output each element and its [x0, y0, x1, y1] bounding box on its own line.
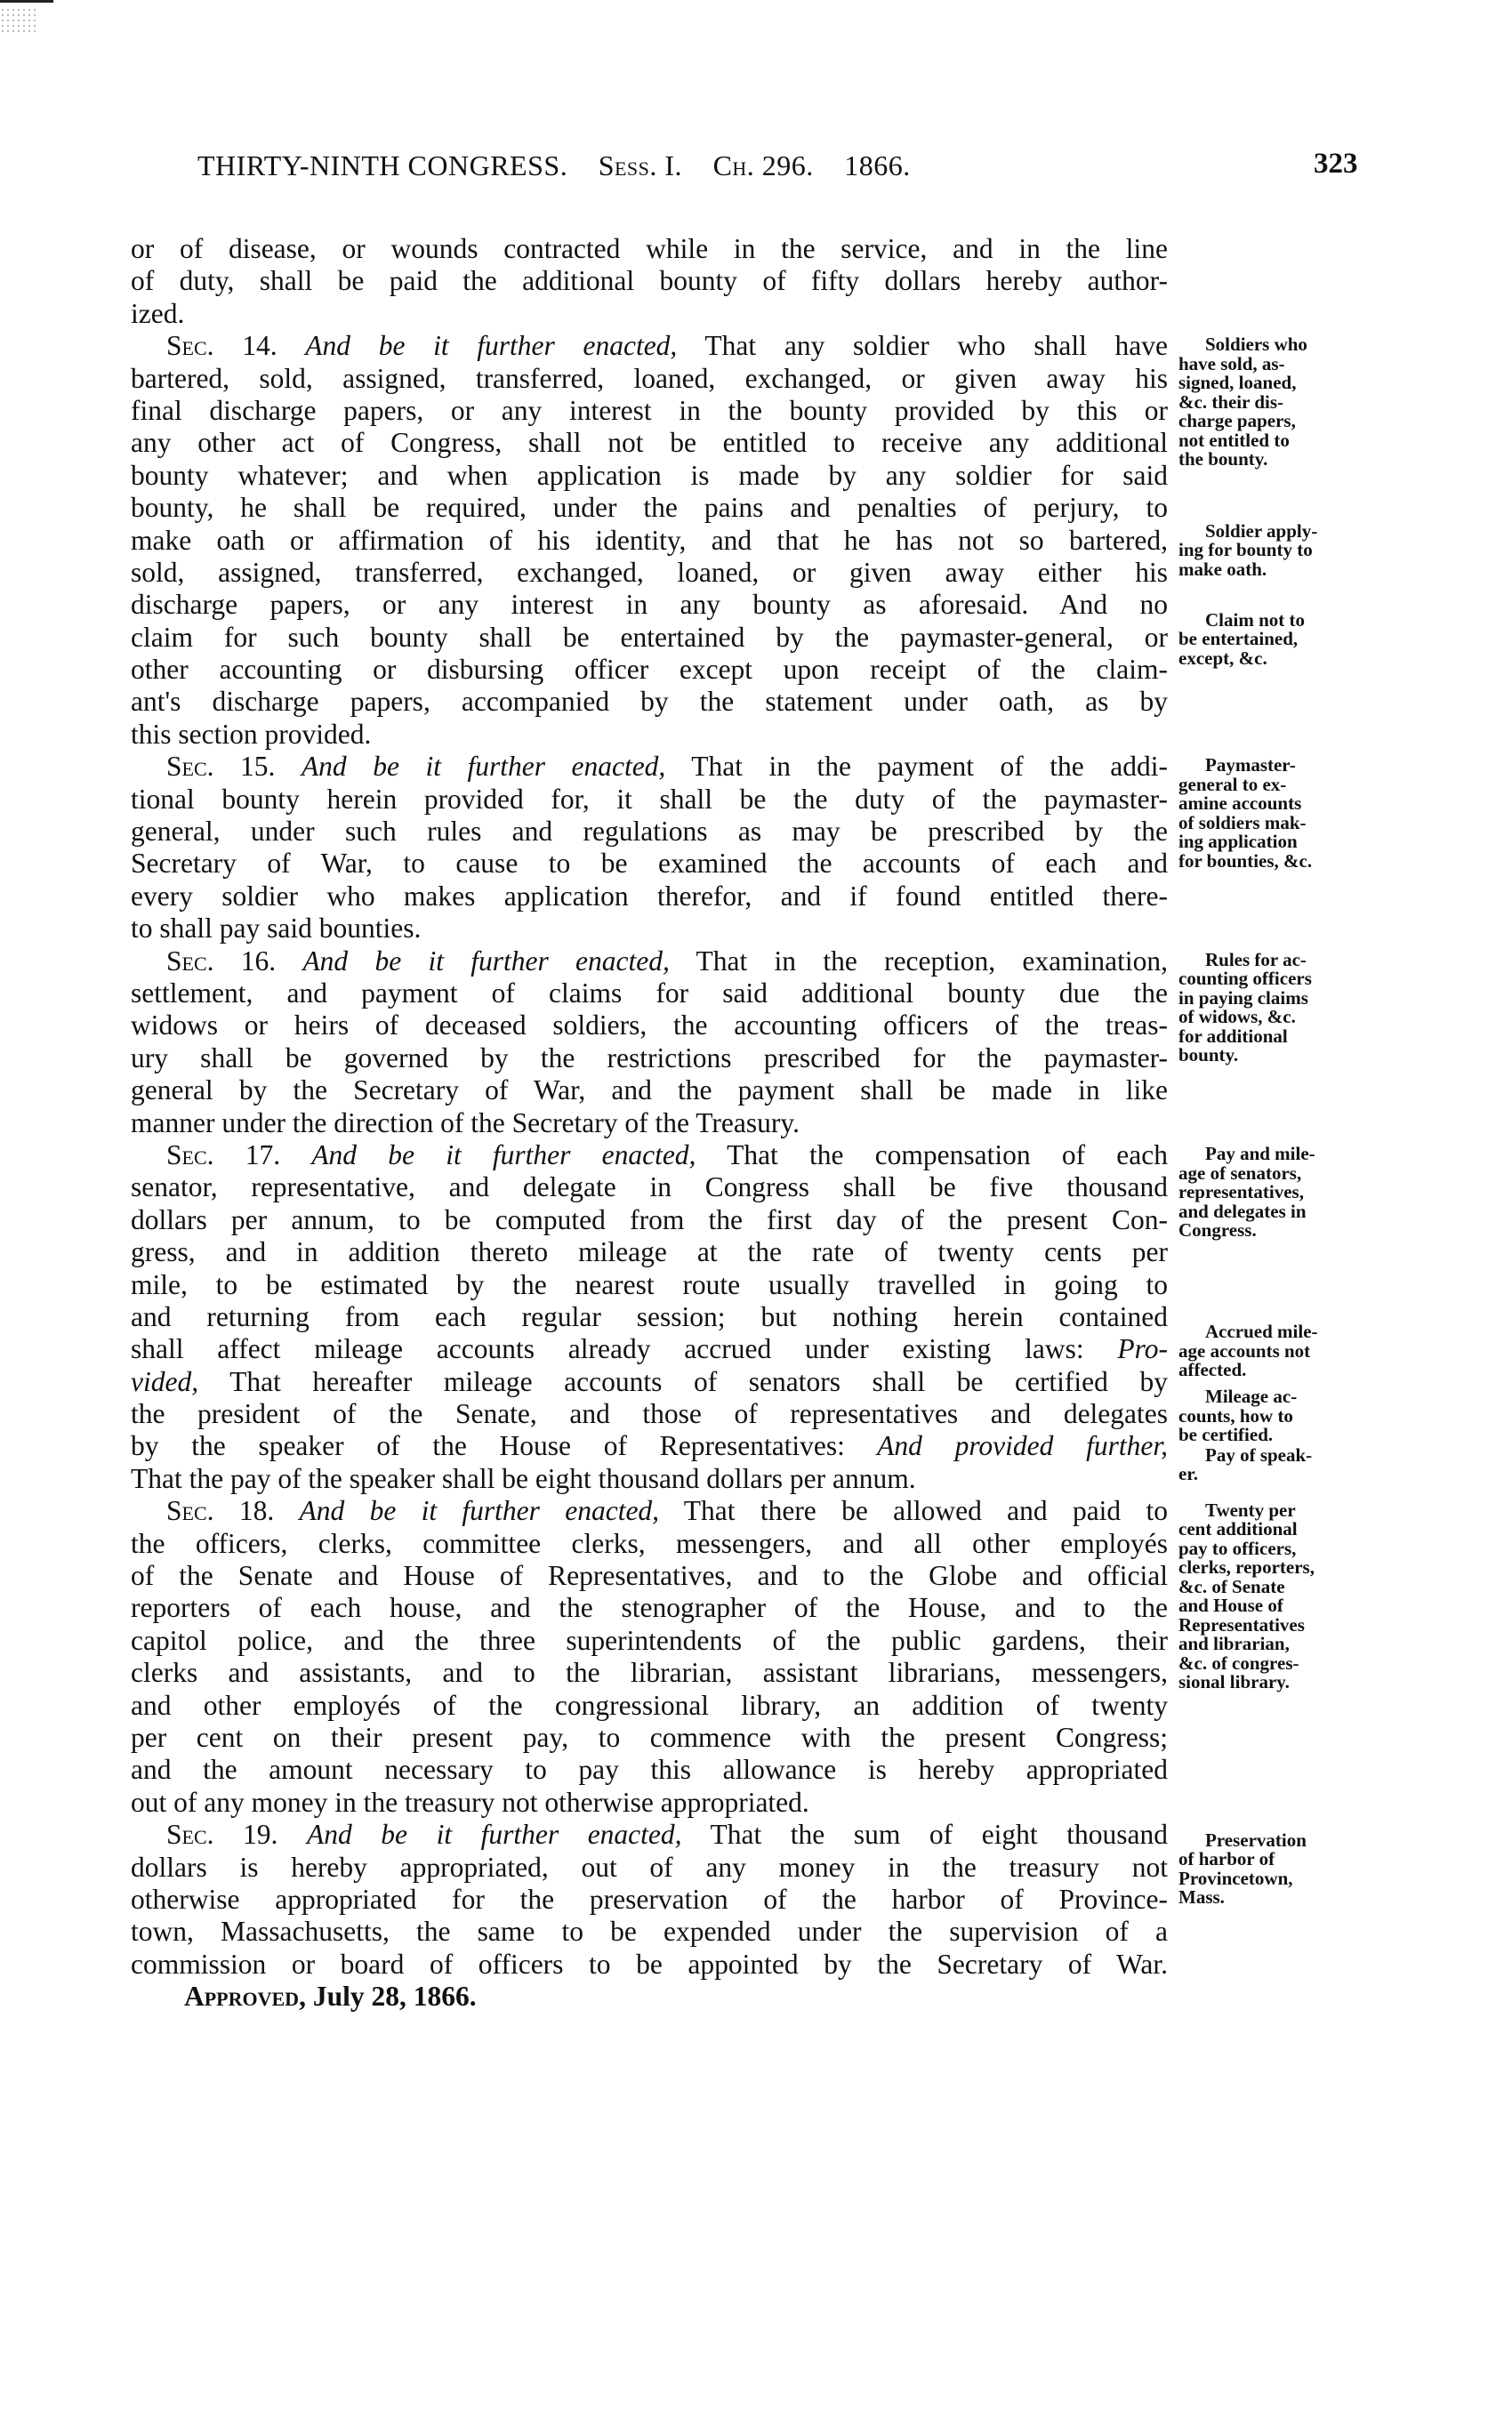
- body-line: [131, 1074, 1168, 1106]
- section-number: Sec. 18.: [166, 1495, 275, 1527]
- line-text: this section provided.: [131, 718, 372, 750]
- line-text: and returning from each regular session; but nothing herein contained: [131, 1300, 1168, 1332]
- margin-note-line: &c. of congres-: [1178, 1652, 1299, 1674]
- body-line: [131, 1398, 1168, 1430]
- body-line: [131, 1592, 1168, 1624]
- line-text: mile, to be estimated by the nearest route usually travelled in going to: [131, 1268, 1168, 1300]
- margin-note-line: Mass.: [1178, 1886, 1225, 1909]
- running-header: [197, 149, 934, 182]
- body-line: [131, 525, 1168, 557]
- body-line: [131, 1625, 1168, 1657]
- margin-note-line: clerks, reporters,: [1178, 1556, 1315, 1579]
- margin-note-line: age accounts not: [1178, 1339, 1311, 1362]
- line-text: bounty whatever; and when application is made by any soldier for said: [131, 459, 1168, 491]
- section-heading-line: [131, 1139, 1168, 1171]
- line-text: commission or board of officers to be appointed by the Secretary of War.: [131, 1948, 1168, 1980]
- enacting-clause: And be it further enacted,: [299, 1495, 660, 1527]
- margin-note-line: charge papers,: [1178, 410, 1296, 432]
- margin-note-line: Congress.: [1178, 1219, 1257, 1242]
- margin-note-line: not entitled to: [1178, 429, 1290, 451]
- margin-note: [1178, 335, 1392, 470]
- margin-note-line: cent additional: [1178, 1518, 1298, 1540]
- margin-note-line: bounty.: [1178, 1044, 1239, 1066]
- enacting-clause: And be it further enacted,: [311, 1138, 696, 1170]
- body-line: [131, 1949, 1168, 1981]
- line-text: ized.: [131, 297, 185, 329]
- body-line: [131, 816, 1168, 848]
- approved-date: July 28, 1866.: [305, 1981, 477, 2013]
- body-line: [131, 1884, 1168, 1916]
- line-text: senator, representative, and delegate in Congress shall be five thousand: [131, 1171, 1168, 1203]
- body-line: [131, 1560, 1168, 1592]
- body-line: [131, 1236, 1168, 1268]
- body-line: [131, 1171, 1168, 1203]
- body-line: [131, 686, 1168, 718]
- line-text: and other employés of the congressional library, an addition of twenty: [131, 1689, 1168, 1721]
- body-line: [131, 395, 1168, 427]
- line-text: manner under the direction of the Secretary of the Treasury.: [131, 1106, 800, 1138]
- line-text: dollars is hereby appropriated, out of any money in the treasury not: [131, 1851, 1168, 1883]
- header-chapter: Ch. 296.: [712, 149, 814, 181]
- body-line: [131, 1204, 1168, 1236]
- line-text: or of disease, or wounds contracted while in the service, and in the line: [131, 233, 1168, 264]
- body-line: [131, 880, 1168, 912]
- body-line: [131, 1690, 1168, 1722]
- body-line: [131, 1366, 1168, 1398]
- margin-note-line: affected.: [1178, 1359, 1247, 1381]
- line-text: tional bounty herein provided for, it shall be the duty of the paymaster-: [131, 783, 1168, 815]
- body-line: [131, 1042, 1168, 1074]
- body-line: [131, 1009, 1168, 1041]
- line-text: gress, and in addition thereto mileage at the rate of twenty cents per: [131, 1236, 1168, 1268]
- line-text: dollars per annum, to be computed from the first day of the present Con-: [131, 1203, 1168, 1235]
- margin-note-line: general to ex-: [1178, 773, 1287, 795]
- body-line: [131, 589, 1168, 621]
- margin-note: [1178, 608, 1392, 669]
- body-line: [131, 363, 1168, 395]
- margin-note-line: for bounties, &c.: [1178, 849, 1313, 872]
- body-line: [131, 298, 1168, 330]
- line-text: general, under such rules and regulations as may be prescribed by the: [131, 816, 1168, 848]
- line-text: out of any money in the treasury not otherwise appropriated.: [131, 1786, 809, 1818]
- line-text: clerks and assistants, and to the librarian, assistant librarians, messengers,: [131, 1657, 1168, 1689]
- section-number: Sec. 14.: [166, 330, 277, 362]
- section-number: Sec. 15.: [166, 751, 276, 783]
- line-text: That any soldier who shall have: [677, 330, 1168, 362]
- line-text: town, Massachusetts, the same to be expended under the supervision of a: [131, 1916, 1168, 1948]
- margin-note-line: and delegates in: [1178, 1200, 1307, 1222]
- page-number: 323: [1314, 148, 1358, 180]
- body-line: [131, 1852, 1168, 1884]
- section-number: Sec. 16.: [166, 945, 277, 977]
- margin-note-line: amine accounts: [1178, 792, 1302, 815]
- margin-note: [1178, 1831, 1392, 1908]
- body-line: [131, 1301, 1168, 1333]
- enacting-clause: And be it further enacted,: [307, 1819, 682, 1851]
- line-text: bounty, he shall be required, under the pains and penalties of perjury, to: [131, 492, 1168, 524]
- margin-note-line: Accrued mile-: [1205, 1321, 1318, 1343]
- line-text: any other act of Congress, shall not be entitled to receive any additional: [131, 427, 1168, 459]
- line-text: per cent on their present pay, to commence with the present Congress;: [131, 1721, 1168, 1753]
- header-year: 1866.: [844, 149, 911, 181]
- margin-note-line: ing for bounty to: [1178, 539, 1313, 560]
- margin-note-line: Pay and mile-: [1205, 1143, 1315, 1165]
- margin-note-line: Soldier apply-: [1205, 519, 1318, 542]
- margin-note-line: for additional: [1178, 1025, 1288, 1047]
- body-line: [131, 557, 1168, 589]
- margin-note-line: er.: [1178, 1463, 1198, 1485]
- line-text: That in the payment of the addi-: [665, 751, 1168, 783]
- body-line: [131, 1916, 1168, 1948]
- line-text: the president of the Senate, and those of representatives and delegates: [131, 1398, 1168, 1430]
- margin-note-line: Pay of speak-: [1205, 1443, 1313, 1466]
- body-line: [131, 233, 1168, 265]
- margin-note-line: age of senators,: [1178, 1162, 1302, 1184]
- margin-note-line: have sold, as-: [1178, 352, 1285, 374]
- body-line: [131, 912, 1168, 945]
- margin-note-line: Paymaster-: [1205, 754, 1296, 776]
- line-text: by the speaker of the House of Representatives:: [131, 1430, 845, 1462]
- body-line: [131, 848, 1168, 880]
- margin-note: [1178, 756, 1392, 871]
- line-text: other accounting or disbursing officer except upon receipt of the claim-: [131, 654, 1168, 686]
- line-text: the officers, clerks, committee clerks, messengers, and all other employés: [131, 1527, 1168, 1559]
- margin-note: [1178, 1323, 1392, 1380]
- section-number: Sec. 17.: [166, 1138, 281, 1170]
- margin-note-line: ing application: [1178, 831, 1298, 853]
- body-line: [131, 784, 1168, 816]
- body-line: [131, 492, 1168, 524]
- body-line: [131, 460, 1168, 492]
- line-text: bartered, sold, assigned, transferred, loaned, exchanged, or given away his: [131, 362, 1168, 394]
- margin-note-line: and House of: [1178, 1595, 1283, 1617]
- body-line: [131, 1333, 1168, 1365]
- italic-text: Pro-: [1083, 1333, 1168, 1365]
- line-text: ury shall be governed by the restrictions prescribed for the paymaster-: [131, 1041, 1168, 1073]
- scan-noise: [0, 7, 36, 34]
- margin-note-line: the bounty.: [1178, 448, 1268, 470]
- section-heading-line: [131, 945, 1168, 977]
- header-title: THIRTY-NINTH CONGRESS.: [197, 149, 568, 181]
- margin-note: [1178, 1145, 1392, 1241]
- enacting-clause: And be it further enacted,: [305, 330, 678, 362]
- line-text: otherwise appropriated for the preservation of the harbor of Province-: [131, 1883, 1168, 1915]
- margin-note-line: &c. of Senate: [1178, 1575, 1285, 1597]
- body-line: [131, 1754, 1168, 1786]
- line-text: and the amount necessary to pay this allowance is hereby appropriated: [131, 1754, 1168, 1786]
- margin-note-line: Provincetown,: [1178, 1867, 1293, 1889]
- line-text: widows or heirs of deceased soldiers, the accounting officers of the treas-: [131, 1009, 1168, 1041]
- margin-note-line: and librarian,: [1178, 1633, 1290, 1655]
- line-text: Secretary of War, to cause to be examined the accounts of each and: [131, 848, 1168, 880]
- margin-note-line: be certified.: [1178, 1424, 1274, 1446]
- italic-text: vided,: [131, 1365, 199, 1397]
- margin-note-line: of widows, &c.: [1178, 1006, 1296, 1028]
- margin-note-line: of soldiers mak-: [1178, 811, 1307, 833]
- line-text: claim for such bounty shall be entertained by the paymaster-general, or: [131, 621, 1168, 653]
- line-text: That hereafter mileage accounts of senators shall be certified by: [198, 1365, 1168, 1397]
- body-line: [131, 1107, 1168, 1139]
- body-line: [131, 1269, 1168, 1301]
- margin-note-line: Twenty per: [1205, 1499, 1296, 1521]
- section-heading-line: [131, 1495, 1168, 1527]
- line-text: of duty, shall be paid the additional bounty of fifty dollars hereby author-: [131, 265, 1168, 297]
- line-text: That the compensation of each: [696, 1138, 1168, 1170]
- enacting-clause: And be it further enacted,: [302, 945, 670, 977]
- margin-note-line: be entertained,: [1178, 628, 1299, 650]
- line-text: sold, assigned, transferred, exchanged, loaned, or given away either his: [131, 556, 1168, 588]
- margin-note-line: Rules for ac-: [1205, 948, 1307, 970]
- margin-note: [1178, 948, 1392, 1066]
- body-line: [131, 719, 1168, 751]
- margin-note-line: sional library.: [1178, 1671, 1290, 1693]
- italic-text: And provided further,: [844, 1430, 1168, 1462]
- margin-note-line: Claim not to: [1205, 608, 1305, 631]
- body-line: [131, 654, 1168, 686]
- margin-note-line: Representatives: [1178, 1613, 1305, 1636]
- body-line: [131, 977, 1168, 1009]
- line-text: That there be allowed and paid to: [659, 1495, 1168, 1527]
- line-text: to shall pay said bounties.: [131, 912, 422, 945]
- line-text: of the Senate and House of Representatives, and to the Globe and official: [131, 1560, 1168, 1592]
- margin-note-line: Preservation: [1205, 1829, 1307, 1851]
- margin-note: [1178, 1443, 1392, 1485]
- section-heading-line: [131, 330, 1168, 362]
- line-text: reporters of each house, and the stenographer of the House, and to the: [131, 1592, 1168, 1624]
- margin-note-line: signed, loaned,: [1178, 372, 1297, 394]
- line-text: That the sum of eight thousand: [681, 1819, 1168, 1851]
- scan-artifact: [0, 0, 53, 3]
- margin-note-line: Mileage ac-: [1205, 1386, 1298, 1408]
- line-text: final discharge papers, or any interest in the bounty provided by this or: [131, 394, 1168, 426]
- body-line: [131, 265, 1168, 297]
- margin-note-line: of harbor of: [1178, 1848, 1275, 1870]
- body-line: [131, 1657, 1168, 1689]
- line-text: capitol police, and the three superintendents of the public gardens, their: [131, 1624, 1168, 1656]
- line-text: That in the reception, examination,: [669, 945, 1168, 977]
- approved-label: Approved,: [184, 1981, 306, 2013]
- body-line: [131, 622, 1168, 654]
- section-heading-line: [131, 751, 1168, 783]
- margin-note-line: counting officers: [1178, 968, 1312, 990]
- margin-note: [1178, 519, 1392, 580]
- line-text: every soldier who makes application therefor, and if found entitled there-: [131, 880, 1168, 912]
- enacting-clause: And be it further enacted,: [301, 751, 666, 783]
- body-line: [131, 1722, 1168, 1754]
- line-text: That the pay of the speaker shall be eight thousand dollars per annum.: [131, 1462, 916, 1494]
- line-text: make oath or affirmation of his identity, and that he has not so bartered,: [131, 524, 1168, 556]
- margin-note-line: representatives,: [1178, 1181, 1304, 1203]
- margin-note-line: pay to officers,: [1178, 1537, 1297, 1559]
- line-text: discharge papers, or any interest in any bounty as aforesaid. And no: [131, 589, 1168, 621]
- margin-note-line: in paying claims: [1178, 986, 1308, 1009]
- line-text: settlement, and payment of claims for said additional bounty due the: [131, 977, 1168, 1009]
- approval-line: [131, 1981, 1168, 2013]
- margin-note-line: except, &c.: [1178, 647, 1267, 669]
- statute-body-text: [131, 233, 1168, 2013]
- body-line: [131, 1463, 1168, 1495]
- section-heading-line: [131, 1819, 1168, 1851]
- section-number: Sec. 19.: [166, 1819, 278, 1851]
- margin-note: [1178, 1387, 1392, 1445]
- body-line: [131, 427, 1168, 459]
- line-text: shall affect mileage accounts already accrued under existing laws:: [131, 1333, 1084, 1365]
- margin-note: [1178, 1501, 1392, 1692]
- margin-note-line: make oath.: [1178, 558, 1267, 580]
- body-line: [131, 1430, 1168, 1462]
- line-text: ant's discharge papers, accompanied by the statement under oath, as by: [131, 686, 1168, 718]
- margin-note-line: counts, how to: [1178, 1404, 1293, 1427]
- body-line: [131, 1528, 1168, 1560]
- body-line: [131, 1787, 1168, 1819]
- margin-note-line: Soldiers who: [1205, 334, 1307, 356]
- line-text: general by the Secretary of War, and the payment shall be made in like: [131, 1074, 1168, 1106]
- header-session: Sess. I.: [598, 149, 683, 181]
- margin-note-line: &c. their dis-: [1178, 390, 1284, 413]
